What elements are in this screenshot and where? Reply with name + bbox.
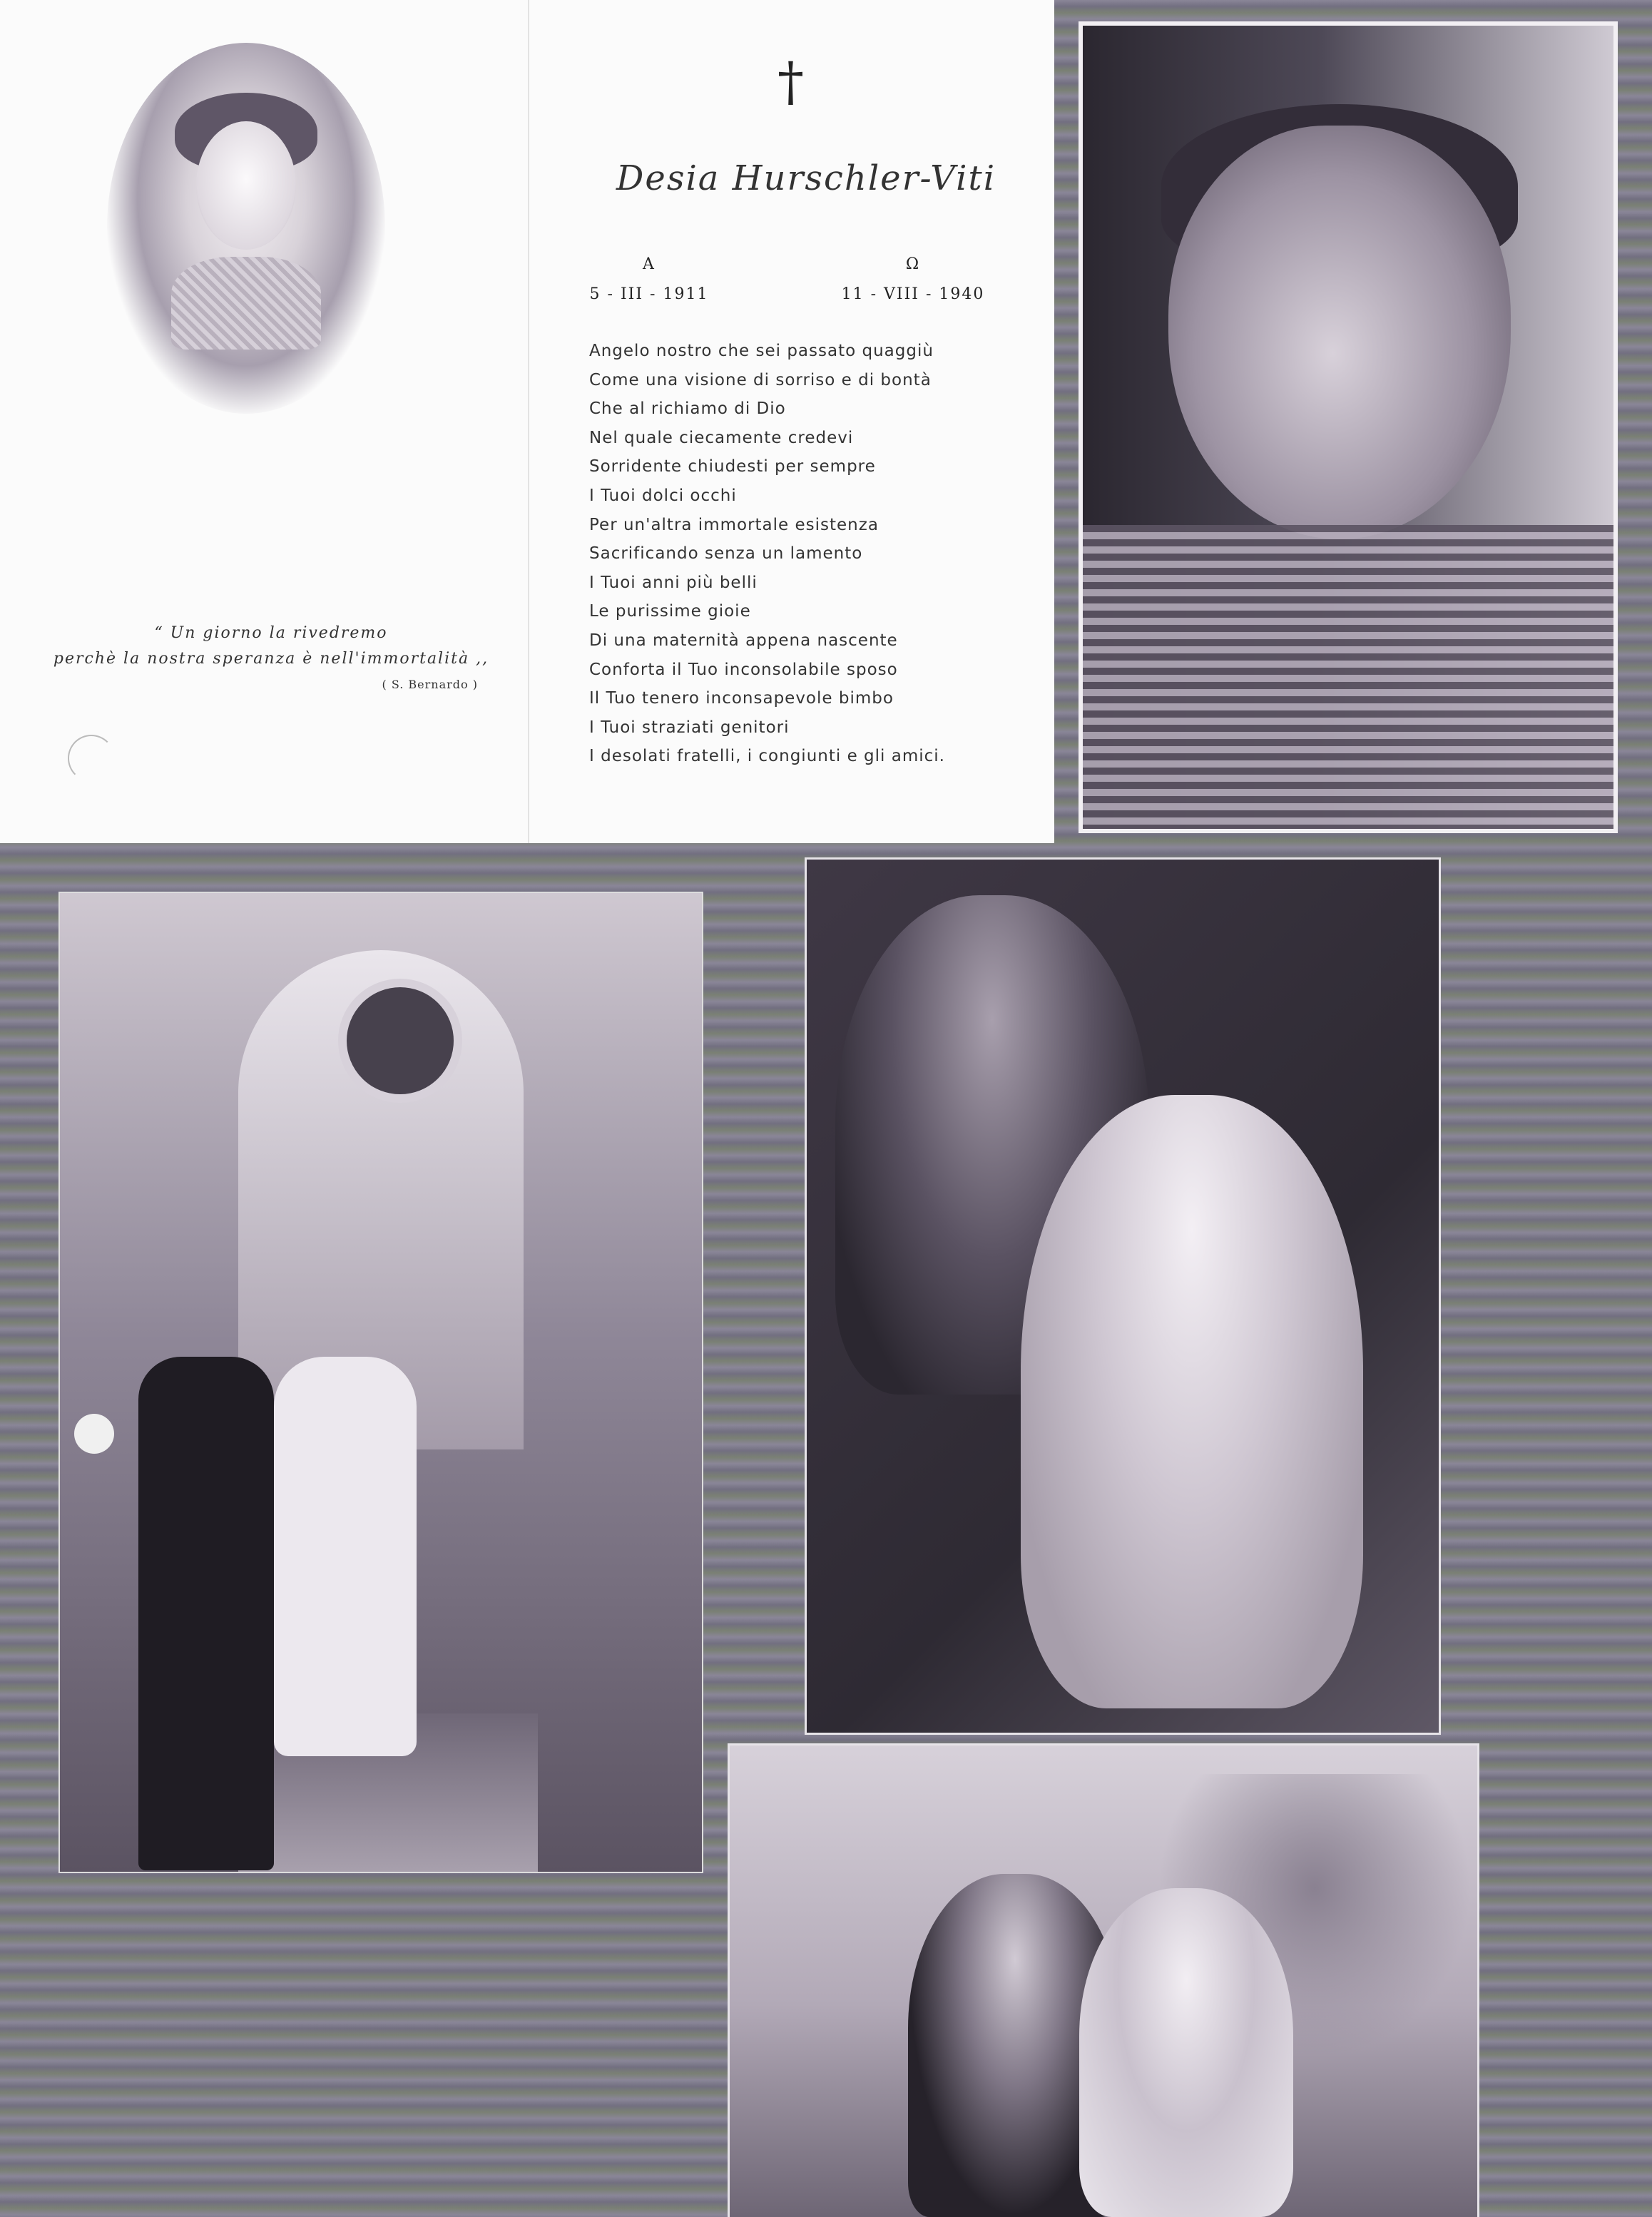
child-figure xyxy=(1079,1888,1293,2217)
poem-line: Conforta il Tuo inconsolabile sposo xyxy=(589,660,898,679)
birth-date-block xyxy=(556,250,742,310)
poem-line: Nel quale ciecamente credevi xyxy=(589,428,854,447)
poem-line: I Tuoi dolci occhi xyxy=(589,486,737,505)
punch-hole xyxy=(68,735,115,782)
omega-symbol: Ω xyxy=(905,255,921,273)
poem-line: Di una maternità appena nascente xyxy=(589,631,898,650)
photo-father-with-baby xyxy=(805,857,1441,1735)
quote-line-1: “ Un giorno la rivedremo xyxy=(154,624,388,642)
baby-figure xyxy=(1021,1095,1363,1708)
cross-icon: † xyxy=(777,51,804,113)
photo-wedding-church xyxy=(58,892,703,1873)
death-date: 11 - VIII - 1940 xyxy=(841,285,985,303)
poem-line: Il Tuo tenero inconsapevole bimbo xyxy=(589,689,894,708)
card-fold-divider xyxy=(528,0,529,843)
quote-line-2: perchè la nostra speranza è nell'immortalità ,, xyxy=(53,650,489,668)
photo-boy-portrait xyxy=(1079,21,1618,833)
birth-date: 5 - III - 1911 xyxy=(589,285,709,303)
portrait-collar xyxy=(171,257,321,350)
poem-line: Che al richiamo di Dio xyxy=(589,399,786,419)
poem-line: I Tuoi straziati genitori xyxy=(589,718,790,737)
portrait-photo-woman xyxy=(107,43,385,414)
poem-line: Sorridente chiudesti per sempre xyxy=(589,457,876,476)
poem-line: I desolati fratelli, i congiunti e gli amici. xyxy=(589,747,945,766)
boy-face xyxy=(1168,126,1511,539)
poem-line: Angelo nostro che sei passato quaggiù xyxy=(589,342,934,360)
alpha-symbol: A xyxy=(643,255,656,273)
quote-block xyxy=(50,621,492,698)
portrait-face xyxy=(196,121,296,250)
poem-line: Le purissime gioie xyxy=(589,602,751,621)
death-date-block xyxy=(820,250,1006,310)
deceased-name: Desia Hurschler-Viti xyxy=(616,158,996,198)
poem-line: Sacrificando senza un lamento xyxy=(589,544,863,564)
poem-line: I Tuoi anni più belli xyxy=(589,573,758,592)
punch-hole xyxy=(74,1414,114,1454)
bride-figure xyxy=(274,1357,417,1756)
quote-source: ( S. Bernardo ) xyxy=(382,678,478,691)
groom-figure xyxy=(138,1357,274,1870)
church-clock xyxy=(338,979,462,1103)
photo-man-holding-child xyxy=(728,1743,1479,2217)
memorial-poem xyxy=(589,337,1017,771)
poem-line: Per un'altra immortale esistenza xyxy=(589,515,879,534)
poem-line: Come una visione di sorriso e di bontà xyxy=(589,370,932,389)
memorial-card xyxy=(0,0,1054,843)
boy-checked-shirt xyxy=(1083,525,1613,832)
